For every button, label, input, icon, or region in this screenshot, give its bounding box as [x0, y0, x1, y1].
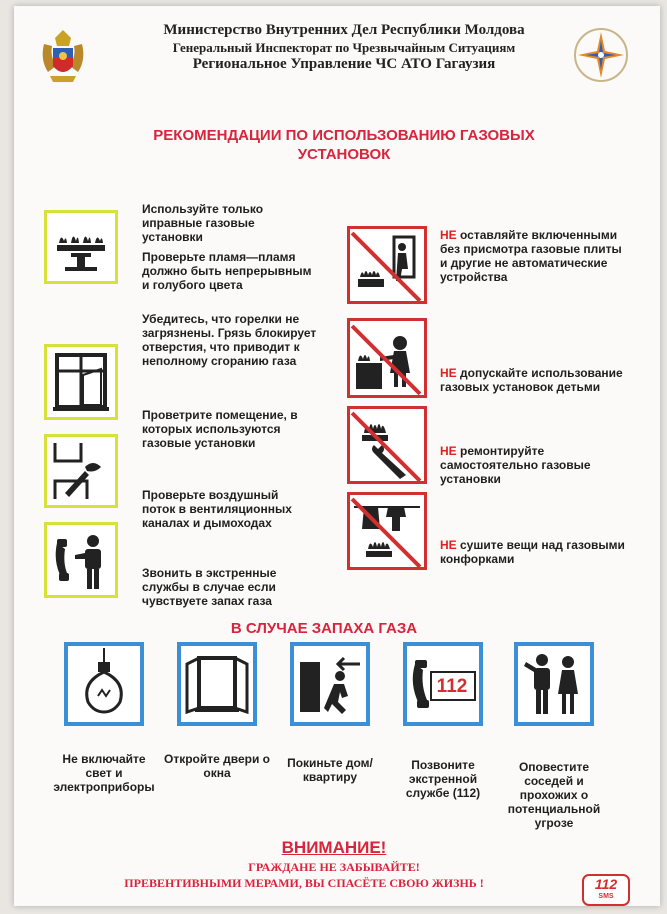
- leave-home-pictogram: [290, 642, 370, 726]
- ne-marker: НЕ: [440, 444, 457, 458]
- warn-neighbors-pictogram: [514, 642, 594, 726]
- window-pictogram: [44, 344, 118, 420]
- ne-marker: НЕ: [440, 538, 457, 552]
- poster-sheet: [14, 6, 660, 906]
- tip-clean-burners: Убедитесь, что горелки не загрязнены. Грязь блокирует отверстия, что приводит к неполному сгоранию газа: [142, 312, 317, 368]
- running-exit-icon: [294, 646, 366, 722]
- tip-use-working-devices: Используйте только иправные газовые установки: [142, 202, 264, 244]
- unattended-stove-pictogram: [347, 226, 427, 304]
- phone-person-icon: [47, 525, 115, 595]
- sms-112-number: 112: [594, 876, 618, 892]
- action-warn-neighbors: Оповестите соседей и прохожих о потенциальной угрозе: [507, 760, 601, 830]
- window-icon: [47, 347, 115, 417]
- sms-label: SMS: [598, 893, 614, 900]
- ventilation-pictogram: [44, 434, 118, 508]
- action-call-112: Позвоните экстренной службе (112): [405, 758, 481, 800]
- tip-text: допускайте использование газовых установок детьми: [440, 366, 623, 394]
- tip-text: сушите вещи над газовыми конфорками: [440, 538, 625, 566]
- gas-smell-heading: В СЛУЧАЕ ЗАПАХА ГАЗА: [230, 620, 418, 637]
- tip-check-airflow: Проверьте воздушный поток в вентиляционных каналах и дымоходах: [142, 488, 292, 530]
- sms-112-badge: [582, 874, 630, 906]
- header-regional-office: Региональное Управление ЧС АТО Гагаузия: [192, 56, 496, 72]
- gas-burner-icon: [47, 213, 115, 281]
- gas-burner-pictogram: [44, 210, 118, 284]
- emergency-call-pictogram: [44, 522, 118, 598]
- ne-marker: НЕ: [440, 366, 457, 380]
- child-stove-pictogram: [347, 318, 427, 398]
- call-112-pictogram: [403, 642, 483, 726]
- header-ministry: Министерство Внутренних Дел Республики Молдова: [163, 22, 525, 38]
- action-no-switches: Не включайте свет и электроприборы: [53, 752, 155, 794]
- tip-text: оставляйте включенными без присмотра газовые плиты и другие не автоматические устройства: [440, 228, 622, 284]
- tip-no-children: [440, 366, 630, 394]
- tip-call-emergency: Звонить в экстренные службы в случае если чувствуете запах газа: [142, 566, 277, 608]
- coat-of-arms-icon: [38, 26, 88, 88]
- ventilation-check-icon: [47, 437, 115, 505]
- emergency-emblem-icon: [572, 26, 630, 84]
- tip-no-unattended: [440, 228, 630, 284]
- two-people-icon: [518, 646, 590, 722]
- title-line-2: УСТАНОВОК: [297, 146, 391, 163]
- drying-clothes-pictogram: [347, 492, 427, 570]
- phone-112-number: 112: [436, 676, 468, 697]
- tip-no-self-repair: [440, 444, 630, 486]
- action-open-windows: Откройте двери о окна: [163, 752, 271, 780]
- open-window-icon: [181, 646, 253, 722]
- light-bulb-pictogram: [64, 642, 144, 726]
- self-repair-pictogram: [347, 406, 427, 484]
- footer-line-2: ПРЕВЕНТИВНЫМИ МЕРАМИ, ВЫ СПАСЁТЕ СВОЮ ЖИЗНЬ !: [124, 876, 484, 890]
- open-window-pictogram: [177, 642, 257, 726]
- header-inspectorate: Генеральный Инспекторат по Чрезвычайным Ситуациям: [172, 40, 516, 55]
- title-line-1: РЕКОМЕНДАЦИИ ПО ИСПОЛЬЗОВАНИЮ ГАЗОВЫХ: [153, 127, 535, 144]
- tip-ventilate-room: Проветрите помещение, в которых используются газовые установки: [142, 408, 298, 450]
- light-bulb-icon: [68, 646, 140, 722]
- tip-no-drying: [440, 538, 630, 566]
- action-leave-home: Покиньте дом/квартиру: [287, 756, 373, 784]
- footer-line-1: ГРАЖДАНЕ НЕ ЗАБЫВАЙТЕ!: [248, 860, 420, 874]
- tip-check-flame: Проверьте пламя—пламя должно быть непрерывным и голубого цвета: [142, 250, 312, 292]
- attention-heading: ВНИМАНИЕ!: [281, 838, 387, 857]
- tip-text: ремонтируйте самостоятельно газовые установки: [440, 444, 591, 486]
- ne-marker: НЕ: [440, 228, 457, 242]
